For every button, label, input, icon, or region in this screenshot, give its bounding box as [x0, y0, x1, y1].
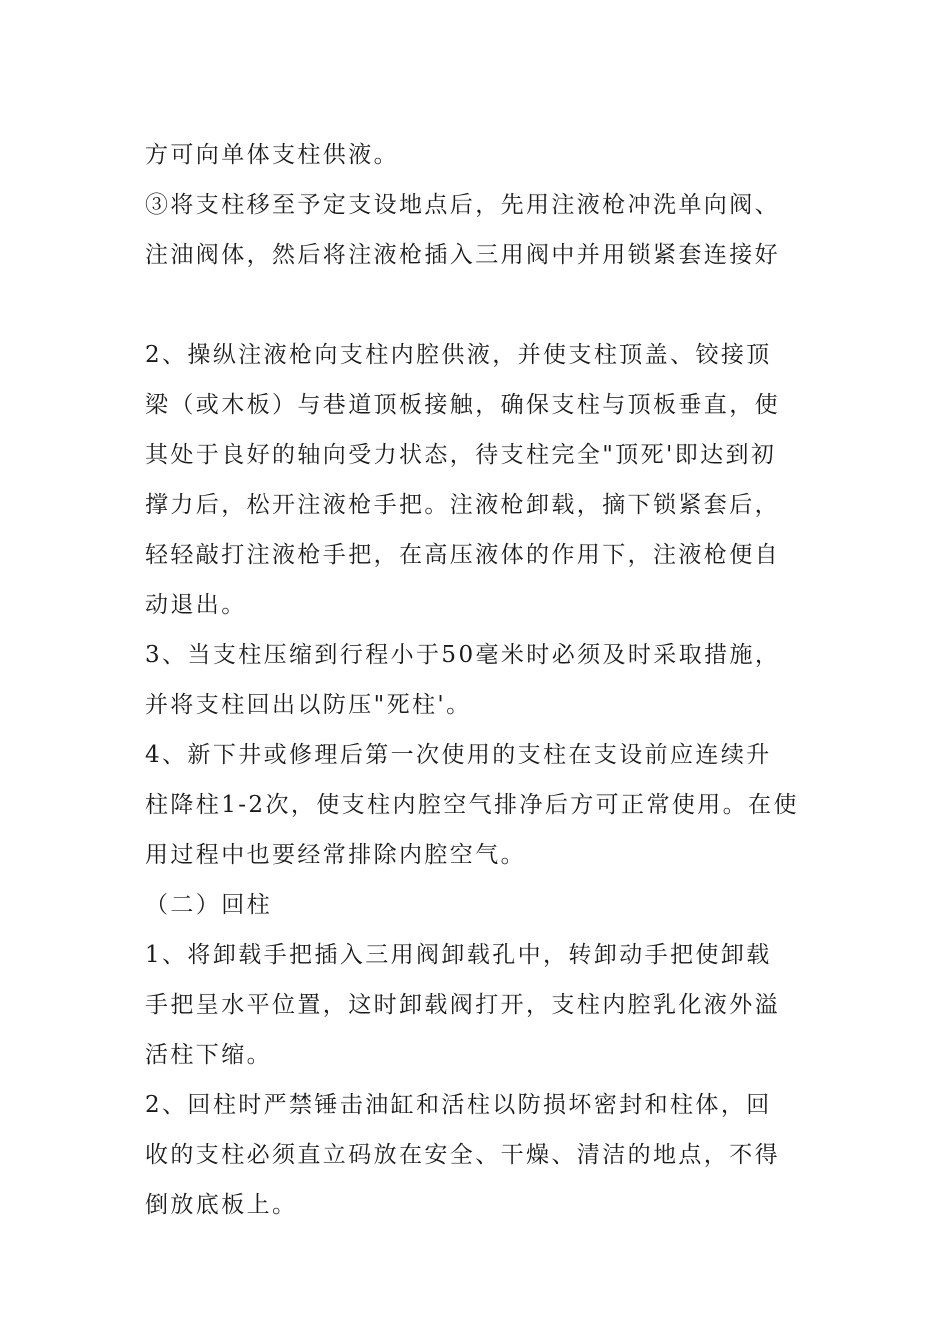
text-line-5: 2、操纵注液枪向支柱内腔供液，并使支柱顶盖、铰接顶	[145, 342, 772, 368]
text-line-1: 方可向单体支柱供液。	[145, 142, 399, 168]
text-line-11: 3、当支柱压缩到行程小于50毫米时必须及时采取措施，	[145, 642, 781, 668]
text-line-20: 2、回柱时严禁锤击油缸和活柱以防损坏密封和柱体，回	[145, 1092, 772, 1118]
text-line-19: 活柱下缩。	[145, 1042, 272, 1068]
text-line-7: 其处于良好的轴向受力状态，待支柱完全"顶死'即达到初	[145, 442, 777, 468]
blank-line	[145, 280, 815, 330]
text-line-22: 倒放底板上。	[145, 1192, 298, 1218]
body-text	[145, 130, 815, 1230]
text-line-6: 梁（或木板）与巷道顶板接触，确保支柱与顶板垂直，使	[145, 392, 780, 418]
text-line-15: 用过程中也要经常排除内腔空气。	[145, 842, 526, 868]
section-heading: （二）回柱	[145, 892, 272, 918]
text-line-3: 注油阀体，然后将注液枪插入三用阀中并用锁紧套连接好	[145, 242, 780, 268]
text-line-12: 并将支柱回出以防压"死柱'。	[145, 692, 472, 718]
text-line-18: 手把呈水平位置，这时卸载阀打开，支柱内腔乳化液外溢	[145, 992, 780, 1018]
text-line-10: 动退出。	[145, 592, 247, 618]
text-line-9: 轻轻敲打注液枪手把，在高压液体的作用下，注液枪便自	[145, 542, 780, 568]
text-line-2: ③将支柱移至予定支设地点后，先用注液枪冲洗单向阀、	[145, 192, 780, 218]
text-line-13: 4、新下井或修理后第一次使用的支柱在支设前应连续升	[145, 742, 772, 768]
text-line-17: 1、将卸载手把插入三用阀卸载孔中，转卸动手把使卸载	[145, 942, 772, 968]
text-line-21: 收的支柱必须直立码放在安全、干燥、清洁的地点，不得	[145, 1142, 780, 1168]
text-line-14: 柱降柱1-2次，使支柱内腔空气排净后方可正常使用。在使	[145, 792, 799, 818]
text-line-8: 撑力后，松开注液枪手把。注液枪卸载，摘下锁紧套后，	[145, 492, 780, 518]
